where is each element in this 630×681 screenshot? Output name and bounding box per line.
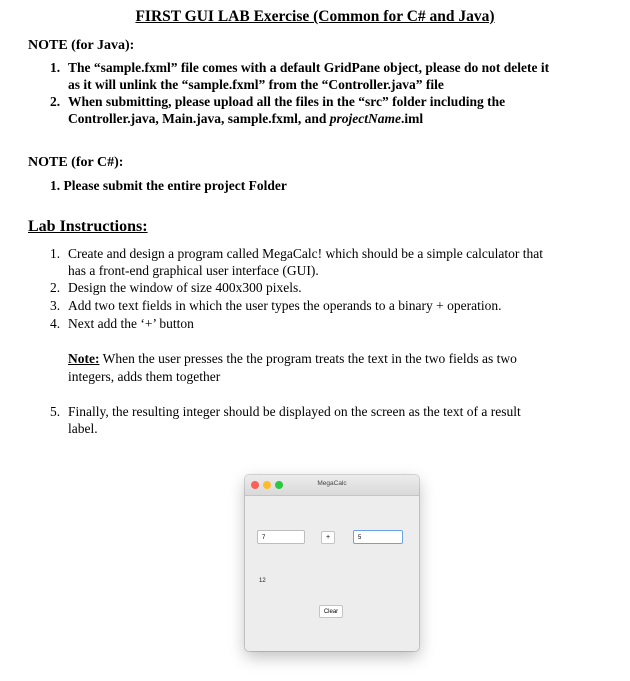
- lab-note: [68, 351, 517, 367]
- lab-item-5-line1: Finally, the resulting integer should be displayed on the screen as the text of a result: [68, 404, 521, 419]
- java-note-item-2-line2: [68, 111, 423, 127]
- lab-note-label: Note:: [68, 351, 100, 366]
- lab-item-3: [50, 298, 502, 314]
- page-title: FIRST GUI LAB Exercise (Common for C# and Java): [135, 8, 495, 25]
- lab-item-4: [50, 316, 194, 332]
- java-note-item-2-number: 2.: [50, 94, 61, 109]
- lab-item-2-number: 2.: [50, 280, 61, 295]
- java-note-heading: NOTE (for Java):: [28, 38, 135, 53]
- lab-item-1-line1: Create and design a program called MegaCalc! which should be a simple calculator that: [68, 246, 543, 261]
- lab-item-4-number: 4.: [50, 316, 61, 331]
- lab-instructions-heading: Lab Instructions:: [28, 218, 148, 235]
- lab-item-4-line1: Next add the ‘+’ button: [68, 316, 194, 331]
- window-title: MegaCalc: [317, 480, 347, 487]
- java-note-item-1-line2: as it will unlink the “sample.fxml” from the “Controller.java” file: [68, 77, 444, 92]
- megacalc-window: [245, 475, 419, 651]
- lab-note-line1: When the user presses the the program treats the text in the two fields as two: [99, 351, 517, 366]
- java-note-item-2-prefix: Controller.java, Main.java, sample.fxml, and: [68, 111, 330, 126]
- clear-button[interactable]: Clear: [319, 605, 343, 618]
- lab-item-5-line2: label.: [68, 421, 98, 436]
- project-name-italic: projectName: [329, 111, 401, 126]
- lab-item-2-line1: Design the window of size 400x300 pixels.: [68, 280, 302, 295]
- lab-item-1: [50, 246, 543, 262]
- lab-item-5-number: 5.: [50, 404, 61, 419]
- java-note-item-1: [50, 60, 549, 76]
- lab-note-line2: integers, adds them together: [68, 369, 221, 384]
- java-note-item-2: [50, 94, 505, 110]
- lab-item-3-line1: Add two text fields in which the user types the operands to a binary + operation.: [68, 298, 502, 313]
- java-note-item-2-line1: When submitting, please upload all the files in the “src” folder including the: [68, 94, 506, 109]
- lab-item-5: [50, 404, 521, 420]
- java-note-item-1-number: 1.: [50, 60, 61, 75]
- lab-item-1-number: 1.: [50, 246, 61, 261]
- java-note-item-1-line1: The “sample.fxml” file comes with a default GridPane object, please do not delete it: [68, 60, 550, 75]
- operand-2-input[interactable]: 5: [353, 530, 403, 544]
- window-titlebar: [245, 475, 419, 496]
- csharp-note-item: 1. Please submit the entire project Folder: [50, 178, 287, 193]
- lab-item-3-number: 3.: [50, 298, 61, 313]
- java-note-item-2-suffix: .iml: [400, 111, 424, 126]
- operand-1-input[interactable]: 7: [257, 530, 305, 544]
- csharp-note-heading: NOTE (for C#):: [28, 155, 124, 170]
- lab-item-1-line2: has a front-end graphical user interface (GUI).: [68, 263, 319, 278]
- plus-button[interactable]: +: [321, 531, 335, 544]
- result-label: 12: [259, 578, 266, 584]
- lab-item-2: [50, 280, 302, 296]
